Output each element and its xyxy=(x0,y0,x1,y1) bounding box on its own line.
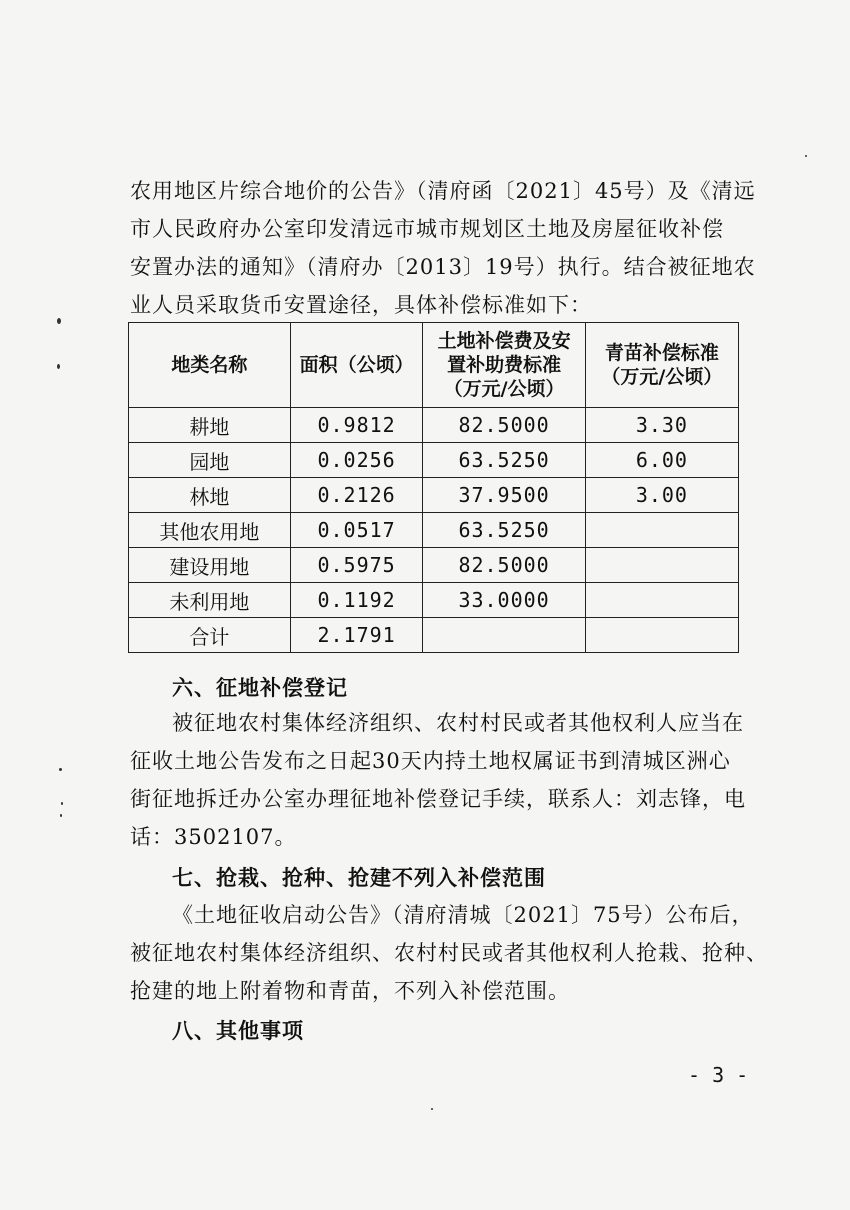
cell-area: 0.2126 xyxy=(290,478,423,513)
cell-land: 63.5250 xyxy=(423,443,585,478)
section-8-heading: 八、其他事项 xyxy=(172,1019,304,1043)
section-6-line: 街征地拆迁办公室办理征地补偿登记手续，联系人：刘志锋，电 xyxy=(130,787,746,811)
header-land-type: 地类名称 xyxy=(129,323,291,408)
cell-area: 0.5975 xyxy=(290,548,423,583)
scan-speck xyxy=(57,318,61,324)
header-line: （万元/公顷） xyxy=(443,378,565,400)
cell-crop xyxy=(585,513,738,548)
intro-paragraph xyxy=(130,172,756,324)
cell-land: 37.9500 xyxy=(423,478,585,513)
scan-speck xyxy=(57,364,60,369)
scan-speck xyxy=(59,768,62,771)
section-6-line: 征收土地公告发布之日起30天内持土地权属证书到清城区洲心 xyxy=(130,749,731,773)
section-6-line: 话：3502107。 xyxy=(130,825,297,849)
header-land-compensation xyxy=(423,323,585,408)
cell-crop xyxy=(585,618,738,653)
cell-area: 2.1791 xyxy=(290,618,423,653)
cell-crop: 3.30 xyxy=(585,408,738,443)
compensation-table xyxy=(128,322,739,653)
intro-line: 市人民政府办公室印发清远市城市规划区土地及房屋征收补偿 xyxy=(130,217,724,241)
cell-name: 耕地 xyxy=(129,408,291,443)
header-line: 土地补偿费及安 xyxy=(437,330,571,352)
cell-area: 0.0256 xyxy=(290,443,423,478)
cell-crop: 6.00 xyxy=(585,443,738,478)
intro-line: 安置办法的通知》（清府办〔2013〕19号）执行。结合被征地农 xyxy=(130,255,756,279)
cell-crop xyxy=(585,583,738,618)
section-6-line: 被征地农村集体经济组织、农村村民或者其他权利人应当在 xyxy=(172,711,744,735)
cell-name: 建设用地 xyxy=(129,548,291,583)
cell-land: 33.0000 xyxy=(423,583,585,618)
table-row xyxy=(129,513,739,548)
section-7-paragraph xyxy=(130,896,768,1010)
section-7-line: 被征地农村集体经济组织、农村村民或者其他权利人抢栽、抢种、 xyxy=(130,941,768,965)
cell-area: 0.0517 xyxy=(290,513,423,548)
section-7-line: 《土地征收启动公告》（清府清城〔2021〕75号）公布后， xyxy=(172,903,754,927)
table-total-row xyxy=(129,618,739,653)
cell-name: 合计 xyxy=(129,618,291,653)
table-row xyxy=(129,548,739,583)
intro-line: 农用地区片综合地价的公告》（清府函〔2021〕45号）及《清远 xyxy=(130,179,756,203)
section-7-line: 抢建的地上附着物和青苗，不列入补偿范围。 xyxy=(130,979,570,1003)
page-number: - 3 - xyxy=(688,1063,749,1087)
cell-crop: 3.00 xyxy=(585,478,738,513)
header-line: （万元/公顷） xyxy=(601,366,723,388)
cell-area: 0.9812 xyxy=(290,408,423,443)
cell-area: 0.1192 xyxy=(290,583,423,618)
cell-name: 未利用地 xyxy=(129,583,291,618)
table-row xyxy=(129,478,739,513)
scan-speck xyxy=(61,802,63,805)
cell-crop xyxy=(585,548,738,583)
scan-speck xyxy=(805,155,807,157)
cell-land xyxy=(423,618,585,653)
header-line: 置补助费标准 xyxy=(447,354,562,376)
cell-land: 82.5000 xyxy=(423,408,585,443)
header-crop-compensation xyxy=(585,323,738,408)
section-6-heading: 六、征地补偿登记 xyxy=(172,676,348,700)
table-row xyxy=(129,443,739,478)
cell-land: 82.5000 xyxy=(423,548,585,583)
scan-speck xyxy=(431,1108,433,1110)
table-row xyxy=(129,408,739,443)
scan-speck xyxy=(60,814,62,817)
cell-name: 园地 xyxy=(129,443,291,478)
header-line: 青苗补偿标准 xyxy=(604,342,719,364)
cell-name: 林地 xyxy=(129,478,291,513)
section-7-heading: 七、抢栽、抢种、抢建不列入补偿范围 xyxy=(172,866,546,890)
table-row xyxy=(129,583,739,618)
intro-line: 业人员采取货币安置途径，具体补偿标准如下： xyxy=(130,293,592,317)
cell-land: 63.5250 xyxy=(423,513,585,548)
header-area: 面积（公顷） xyxy=(290,323,423,408)
cell-name: 其他农用地 xyxy=(129,513,291,548)
table-header-row xyxy=(129,323,739,408)
section-6-paragraph xyxy=(130,704,746,856)
